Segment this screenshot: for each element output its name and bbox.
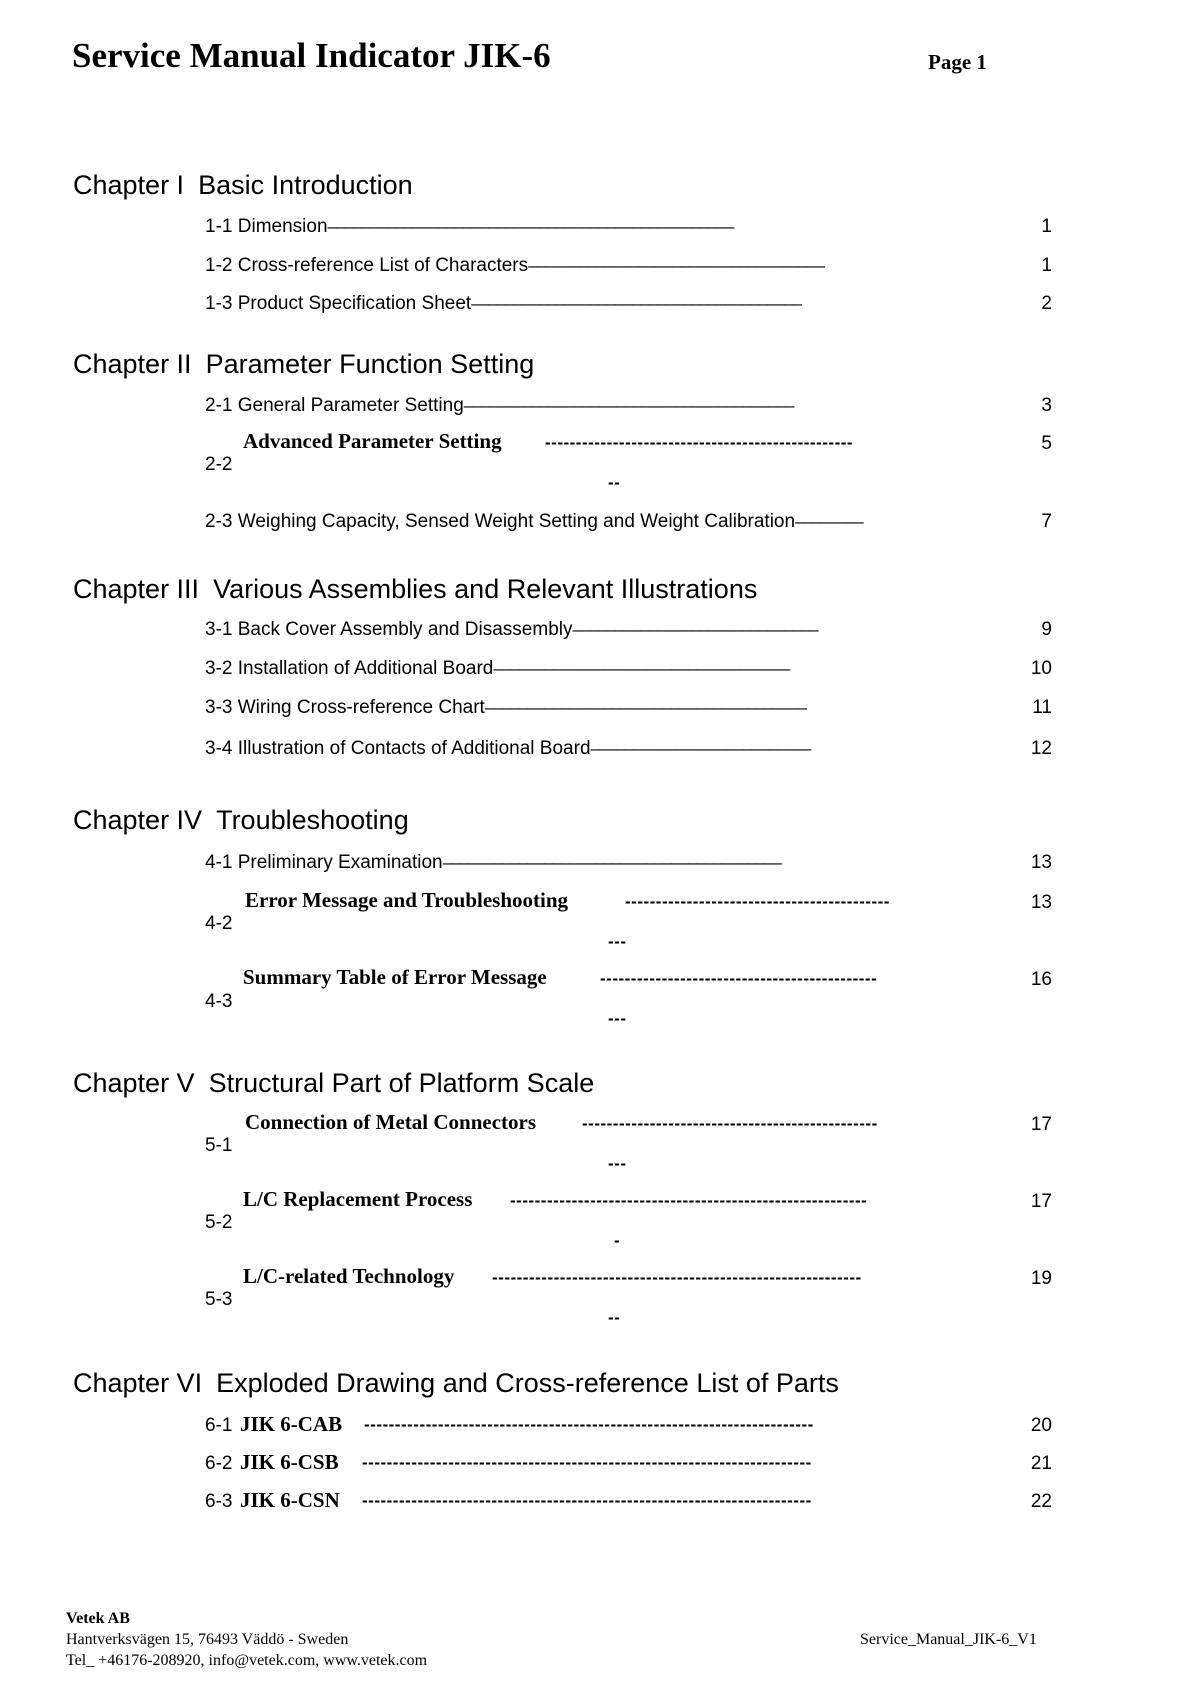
leader-dashes: ------------------------------------------------------------ [492, 1268, 862, 1287]
entry-text: Illustration of Contacts of Additional Board [237, 738, 591, 759]
chapter-title: Structural Part of Platform Scale [208, 1068, 595, 1098]
chapter-number: Chapter II [73, 349, 192, 379]
chapter-heading [73, 1070, 594, 1097]
chapter-heading [73, 351, 534, 378]
leader-dashes: –––––––– [795, 512, 863, 531]
leader-dashes: --------------------------------------------- [600, 969, 878, 988]
entry-page: 13 [1030, 852, 1052, 873]
entry-page: 3 [1041, 395, 1052, 416]
chapter-number: Chapter I [73, 170, 185, 200]
chapter-title: Exploded Drawing and Cross-reference List of Parts [216, 1368, 839, 1398]
entry-number: 3-4 [205, 738, 233, 759]
leader-dashes: ––––––––––––––––––––––––––––––––––––––– [471, 294, 801, 313]
entry-page: 10 [1030, 658, 1052, 679]
entry-page: 9 [1041, 619, 1052, 640]
entry-text: Weighing Capacity, Sensed Weight Setting and Weight Calibration [237, 511, 796, 532]
toc-entry[interactable] [205, 256, 824, 275]
leader-dashes: ---------------------------------------------------------- [510, 1191, 868, 1210]
toc-entry[interactable] [205, 512, 863, 531]
leader-dashes: -------------------------------------------------- [545, 433, 854, 452]
entry-text: Installation of Additional Board [237, 658, 494, 679]
entry-number: 4-3 [205, 991, 233, 1012]
toc-entry[interactable] [205, 853, 781, 872]
chapter-title: Various Assemblies and Relevant Illustrations [213, 574, 758, 604]
entry-text: Product Specification Sheet [237, 293, 472, 314]
leader-dashes: –––––––––––––––––––––––––––––––––––––––––––––––– [327, 217, 734, 236]
entry-number: 4-2 [205, 913, 233, 934]
entry-text[interactable]: Advanced Parameter Setting [243, 429, 502, 453]
leader-continuation: --- [608, 1009, 627, 1028]
leader-dashes: –––––––––––––––––––––––––––––––––––––– [484, 698, 807, 717]
entry-text: Wiring Cross-reference Chart [237, 697, 485, 718]
entry-number: 3-3 [205, 697, 233, 718]
entry-page: 22 [1030, 1491, 1052, 1512]
entry-number: 1-3 [205, 293, 233, 314]
entry-page: 21 [1030, 1453, 1052, 1474]
entry-page: 17 [1030, 1114, 1052, 1135]
entry-page: 2 [1041, 293, 1052, 314]
chapter-number: Chapter V [73, 1068, 195, 1098]
leader-dashes: –––––––––––––––––––––––––– [590, 739, 811, 758]
entry-text: Dimension [237, 216, 328, 237]
toc-entry[interactable] [205, 396, 794, 415]
toc-entry[interactable] [205, 698, 806, 717]
leader-continuation: --- [608, 932, 627, 951]
entry-text[interactable]: Summary Table of Error Message [243, 965, 547, 989]
chapter-heading [73, 576, 757, 603]
entry-text[interactable]: Error Message and Troubleshooting [245, 888, 569, 912]
chapter-number: Chapter IV [73, 805, 203, 835]
company-address: Hantverksvägen 15, 76493 Väddö - Sweden [66, 1631, 349, 1648]
entry-text: Preliminary Examination [237, 852, 443, 873]
entry-text[interactable]: JIK 6-CSB [240, 1450, 339, 1474]
entry-number: 4-1 [205, 852, 233, 873]
leader-continuation: -- [608, 473, 621, 492]
entry-text[interactable]: L/C-related Technology [243, 1264, 455, 1288]
chapter-heading [73, 1370, 839, 1397]
footer-address-block [66, 1608, 427, 1671]
entry-number: 5-1 [205, 1135, 233, 1156]
entry-number: 5-2 [205, 1212, 233, 1233]
leader-dashes: ------------------------------------------------------------------------- [362, 1491, 812, 1510]
entry-page: 19 [1030, 1268, 1052, 1289]
entry-number: 6-2 [205, 1453, 233, 1474]
entry-text: General Parameter Setting [237, 395, 464, 416]
entry-number: 5-3 [205, 1289, 233, 1310]
entry-page: 1 [1041, 255, 1052, 276]
entry-text[interactable]: JIK 6-CAB [240, 1412, 343, 1436]
leader-dashes: ------------------------------------------------------------------------- [362, 1453, 812, 1472]
entry-number: 3-2 [205, 658, 233, 679]
chapter-title: Basic Introduction [198, 170, 413, 200]
chapter-number: Chapter III [73, 574, 200, 604]
entry-page: 20 [1030, 1415, 1052, 1436]
entry-text[interactable]: L/C Replacement Process [243, 1187, 473, 1211]
chapter-number: Chapter VI [73, 1368, 203, 1398]
entry-text: Cross-reference List of Characters [237, 255, 529, 276]
entry-text: Back Cover Assembly and Disassembly [237, 619, 573, 640]
entry-page: 11 [1032, 697, 1052, 718]
entry-number: 3-1 [205, 619, 233, 640]
entry-number: 2-1 [205, 395, 233, 416]
entry-text[interactable]: Connection of Metal Connectors [245, 1110, 537, 1134]
document-title: Service Manual Indicator JIK-6 [72, 36, 551, 75]
entry-number: 2-2 [205, 454, 233, 475]
entry-page: 5 [1041, 433, 1052, 454]
leader-dashes: ------------------------------------------------------------------------- [364, 1415, 814, 1434]
entry-number: 1-1 [205, 216, 233, 237]
entry-page: 17 [1030, 1191, 1052, 1212]
leader-dashes: ––––––––––––––––––––––––––––––––––– [528, 256, 825, 275]
chapter-title: Troubleshooting [216, 805, 409, 835]
entry-page: 12 [1030, 738, 1052, 759]
toc-entry[interactable] [205, 620, 818, 639]
leader-dashes: ------------------------------------------------ [582, 1114, 878, 1133]
chapter-title: Parameter Function Setting [205, 349, 535, 379]
entry-number: 1-2 [205, 255, 233, 276]
page-number: Page 1 [928, 50, 987, 74]
entry-page: 7 [1041, 511, 1052, 532]
toc-entry[interactable] [205, 217, 733, 236]
toc-entry[interactable] [205, 739, 810, 758]
toc-entry[interactable] [205, 659, 789, 678]
company-name: Vetek AB [66, 1610, 130, 1627]
leader-dashes: ––––––––––––––––––––––––––––––––––– [493, 659, 790, 678]
chapter-heading [73, 172, 413, 199]
leader-dashes: –––––––––––––––––––––––––––––––––––––––– [442, 853, 781, 872]
entry-number: 6-3 [205, 1491, 233, 1512]
entry-number: 2-3 [205, 511, 233, 532]
entry-page: 1 [1041, 216, 1052, 237]
entry-page: 16 [1030, 969, 1052, 990]
leader-continuation: --- [608, 1154, 627, 1173]
entry-number: 6-1 [205, 1415, 233, 1436]
toc-entry[interactable] [205, 294, 801, 313]
leader-dashes: ––––––––––––––––––––––––––––––––––––––– [463, 396, 794, 415]
leader-dashes: ------------------------------------------- [625, 892, 890, 911]
entry-page: 13 [1030, 892, 1052, 913]
chapter-heading [73, 807, 409, 834]
entry-text[interactable]: JIK 6-CSN [240, 1488, 340, 1512]
company-contact: Tel_ +46176-208920, info@vetek.com, www.vetek.com [66, 1652, 428, 1669]
leader-continuation: - [614, 1231, 621, 1250]
leader-continuation: -- [608, 1308, 621, 1327]
leader-dashes: ––––––––––––––––––––––––––––– [572, 620, 818, 639]
document-id: Service_Manual_JIK-6_V1 [860, 1631, 1037, 1648]
